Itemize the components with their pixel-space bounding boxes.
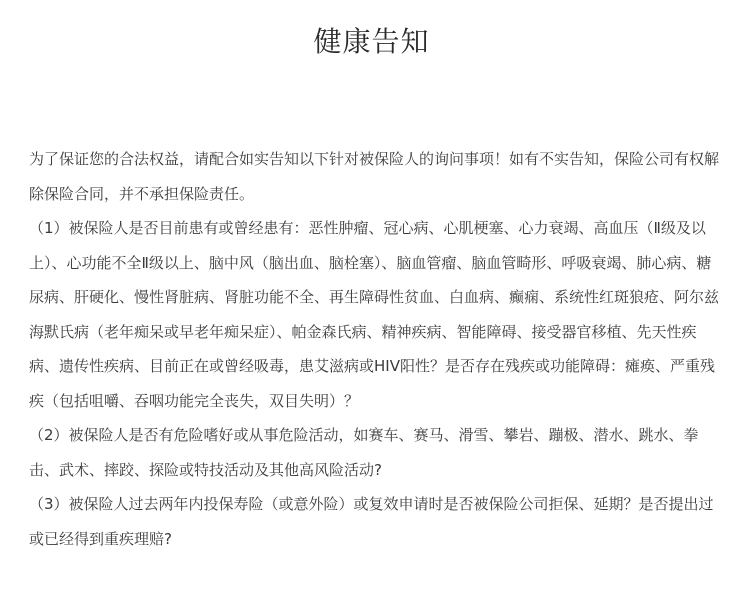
question-item-3: （3）被保险人过去两年内投保寿险（或意外险）或复效申请时是否被保险公司拒保、延期？是否提出过或已经得到重疾理赔? bbox=[29, 495, 714, 548]
page-title: 健康告知 bbox=[313, 25, 430, 58]
notice-body bbox=[29, 142, 719, 556]
question-item-1: （1）被保险人是否目前患有或曾经患有：恶性肿瘤、冠心病、心肌梗塞、心力衰竭、高血压（Ⅱ级及以上）、心功能不全Ⅱ级以上、脑中风（脑出血、脑栓塞）、脑血管瘤、脑血管畸形、呼吸衰竭、肺心病、糖尿病、肝硬化、慢性肾脏病、肾脏功能不全、再生障碍性贫血、白血病、癫痫、系统性红斑狼疮、阿尔兹海默氏病（老年痴呆或早老年痴呆症）、帕金森氏病、精神疾病、智能障碍、接受器官移植、先天性疾病、遗传性疾病、目前正在或曾经吸毒，患艾滋病或HIV阳性？是否存在残疾或功能障碍：瘫痪、严重残疾（包括咀嚼、吞咽功能完全丧失，双目失明）？ bbox=[29, 219, 720, 410]
intro-paragraph: 为了保证您的合法权益，请配合如实告知以下针对被保险人的询问事项！如有不实告知，保险公司有权解除保险合同，并不承担保险责任。 bbox=[29, 150, 720, 203]
question-item-2: （2）被保险人是否有危险嗜好或从事危险活动，如赛车、赛马、滑雪、攀岩、蹦极、潜水、跳水、拳击、武术、摔跤、探险或特技活动及其他高风险活动? bbox=[29, 426, 699, 479]
